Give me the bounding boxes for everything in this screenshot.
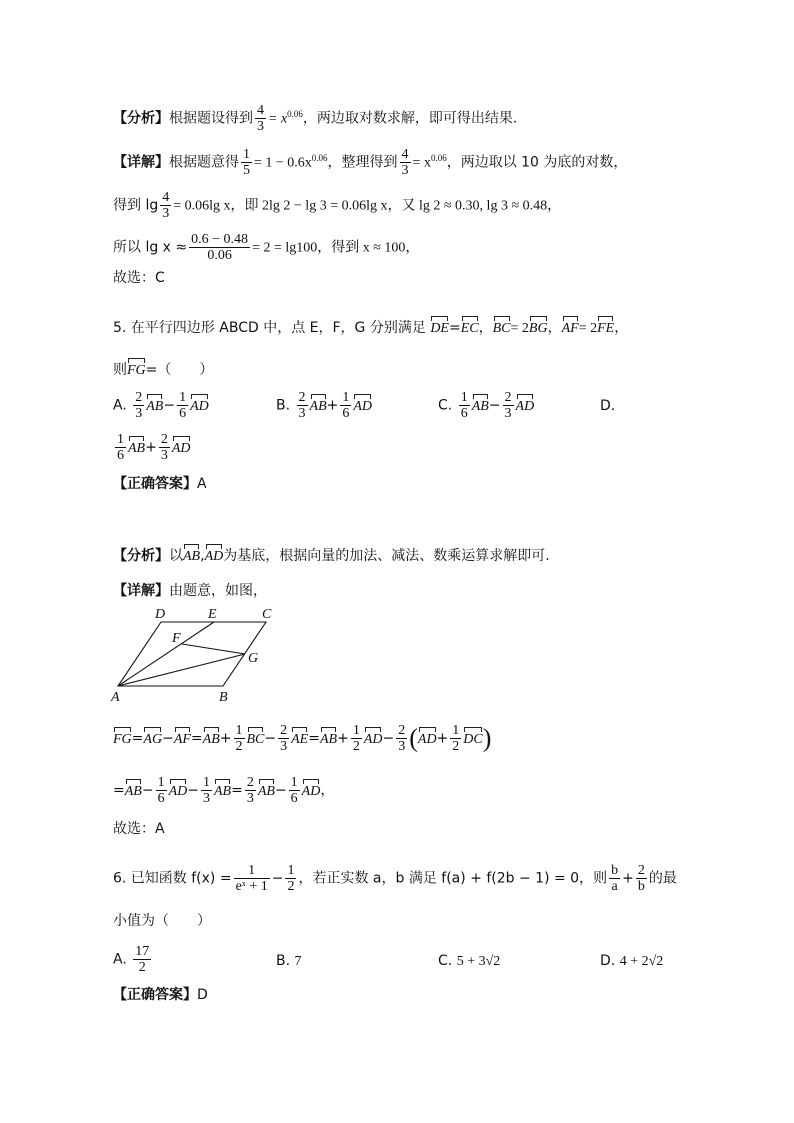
vector-ec: EC (461, 313, 479, 339)
fraction: $\frac{4}{3}$ (162, 190, 170, 221)
vector-bc: BC (493, 313, 511, 339)
q6-option-c[interactable]: C. 5 + 3√2 (438, 953, 501, 969)
q5-work-line1: FG=AG−AF=AB+ $\frac{1}{2}$ BC− $\frac{2}{3}$ AE=AB+ $\frac{1}{2}$ AD− $\frac{2}{3}$ (AD+ $\frac{1}{2}$ DC) (113, 723, 492, 754)
q5-stem-2: 则FG=（ ） (113, 355, 213, 381)
q5-detail: 【详解】由题意，如图， (113, 583, 267, 599)
label-d: D (155, 607, 166, 622)
fraction: $\frac{0.6 - 0.48}{0.06}$ (191, 232, 249, 263)
q4-detail-line2: 得到 lg $\frac{4}{3}$ = 0.06lg x，即 2lg 2 − lg 3 = 0.06lg x，又 lg 2 ≈ 0.30, lg 3 ≈ 0.48， (113, 190, 562, 221)
q5-correct-answer: 【正确答案】A (113, 476, 207, 492)
q5-stem: 5. 在平行四边形 ABCD 中，点 E，F，G 分别满足 DE=EC，BC= 2BG，AF= 2FE， (113, 313, 628, 339)
q6-option-d[interactable]: D. 4 + 2√2 (600, 953, 664, 969)
q6-correct-answer: 【正确答案】D (113, 987, 208, 1003)
q5-option-d-letter[interactable]: D. (600, 398, 616, 414)
q6-stem-2: 小值为（ ） (113, 913, 211, 929)
label-e: E (208, 607, 217, 622)
q5-work-line2: =AB− $\frac{1}{6}$ AD− $\frac{1}{3}$ AB= $\frac{2}{3}$ AB− $\frac{1}{6}$ AD， (113, 775, 335, 806)
label-b: B (219, 690, 228, 705)
vector-bg: BG (529, 313, 548, 339)
q5-answer: 故选：A (113, 821, 165, 837)
fraction: $\frac{4}{3}$ (257, 103, 264, 134)
q6-option-b[interactable]: B. 7 (276, 953, 302, 969)
vector-de: DE (430, 313, 449, 339)
q6-stem: 6. 已知函数 f(x) = $\frac{1}{\text{eˣ + 1}}$ − $\frac{1}{2}$ ，若正实数 a，b 满足 f(a) + f(2b − 1) = 0，则 $\frac{b}{a}$ + $\frac{2}{b}$ 的最 (113, 863, 677, 894)
vector-fe: FE (597, 313, 614, 339)
q4-answer: 故选：C (113, 270, 165, 286)
q5-option-c[interactable]: C. $\frac{1}{6}$ AB− $\frac{2}{3}$ AD (438, 390, 535, 421)
detail-label: 【详解】 (113, 154, 169, 171)
label-g: G (248, 651, 259, 666)
label-f: F (172, 631, 181, 646)
fraction: $\frac{4}{3}$ (401, 147, 409, 178)
label-c: C (262, 607, 272, 622)
q5-analysis: 【分析】以AB,AD为基底，根据向量的加法、减法、数乘运算求解即可. (113, 541, 550, 567)
q4-analysis: 【分析】根据题设得到 $\frac{4}{3}$ = $x^{0.06}$，两边取对数求解，即可得出结果. (113, 103, 518, 134)
analysis-label: 【分析】 (113, 110, 169, 127)
label-a: A (111, 690, 120, 705)
q4-detail-line3: 所以 lg x ≈ $\frac{0.6 - 0.48}{0.06}$ = 2 = lg100，得到 x ≈ 100， (113, 232, 420, 263)
fraction: $\frac{1}{5}$ (243, 147, 250, 178)
q4-detail-line1: 【详解】根据题意得 $\frac{1}{5}$ = $1 - 0.6x^{0.06}$，整理得到 $\frac{4}{3}$ = $x^{0.06}$，两边取以 10 为底的对数， (113, 147, 628, 178)
parallelogram-figure (105, 600, 285, 710)
q6-option-a[interactable]: A. $\frac{17}{2}$ (113, 944, 150, 975)
segment-ae (118, 622, 214, 686)
q5-option-a[interactable]: A. $\frac{2}{3}$ AB− $\frac{1}{6}$ AD (113, 390, 209, 421)
q5-option-d[interactable]: $\frac{1}{6}$ AB+ $\frac{2}{3}$ AD (117, 432, 191, 463)
q5-option-b[interactable]: B. $\frac{2}{3}$ AB+ $\frac{1}{6}$ AD (276, 390, 373, 421)
vector-fg: FG (127, 355, 146, 381)
vector-af: AF (562, 313, 579, 339)
segment-fg (182, 644, 245, 654)
